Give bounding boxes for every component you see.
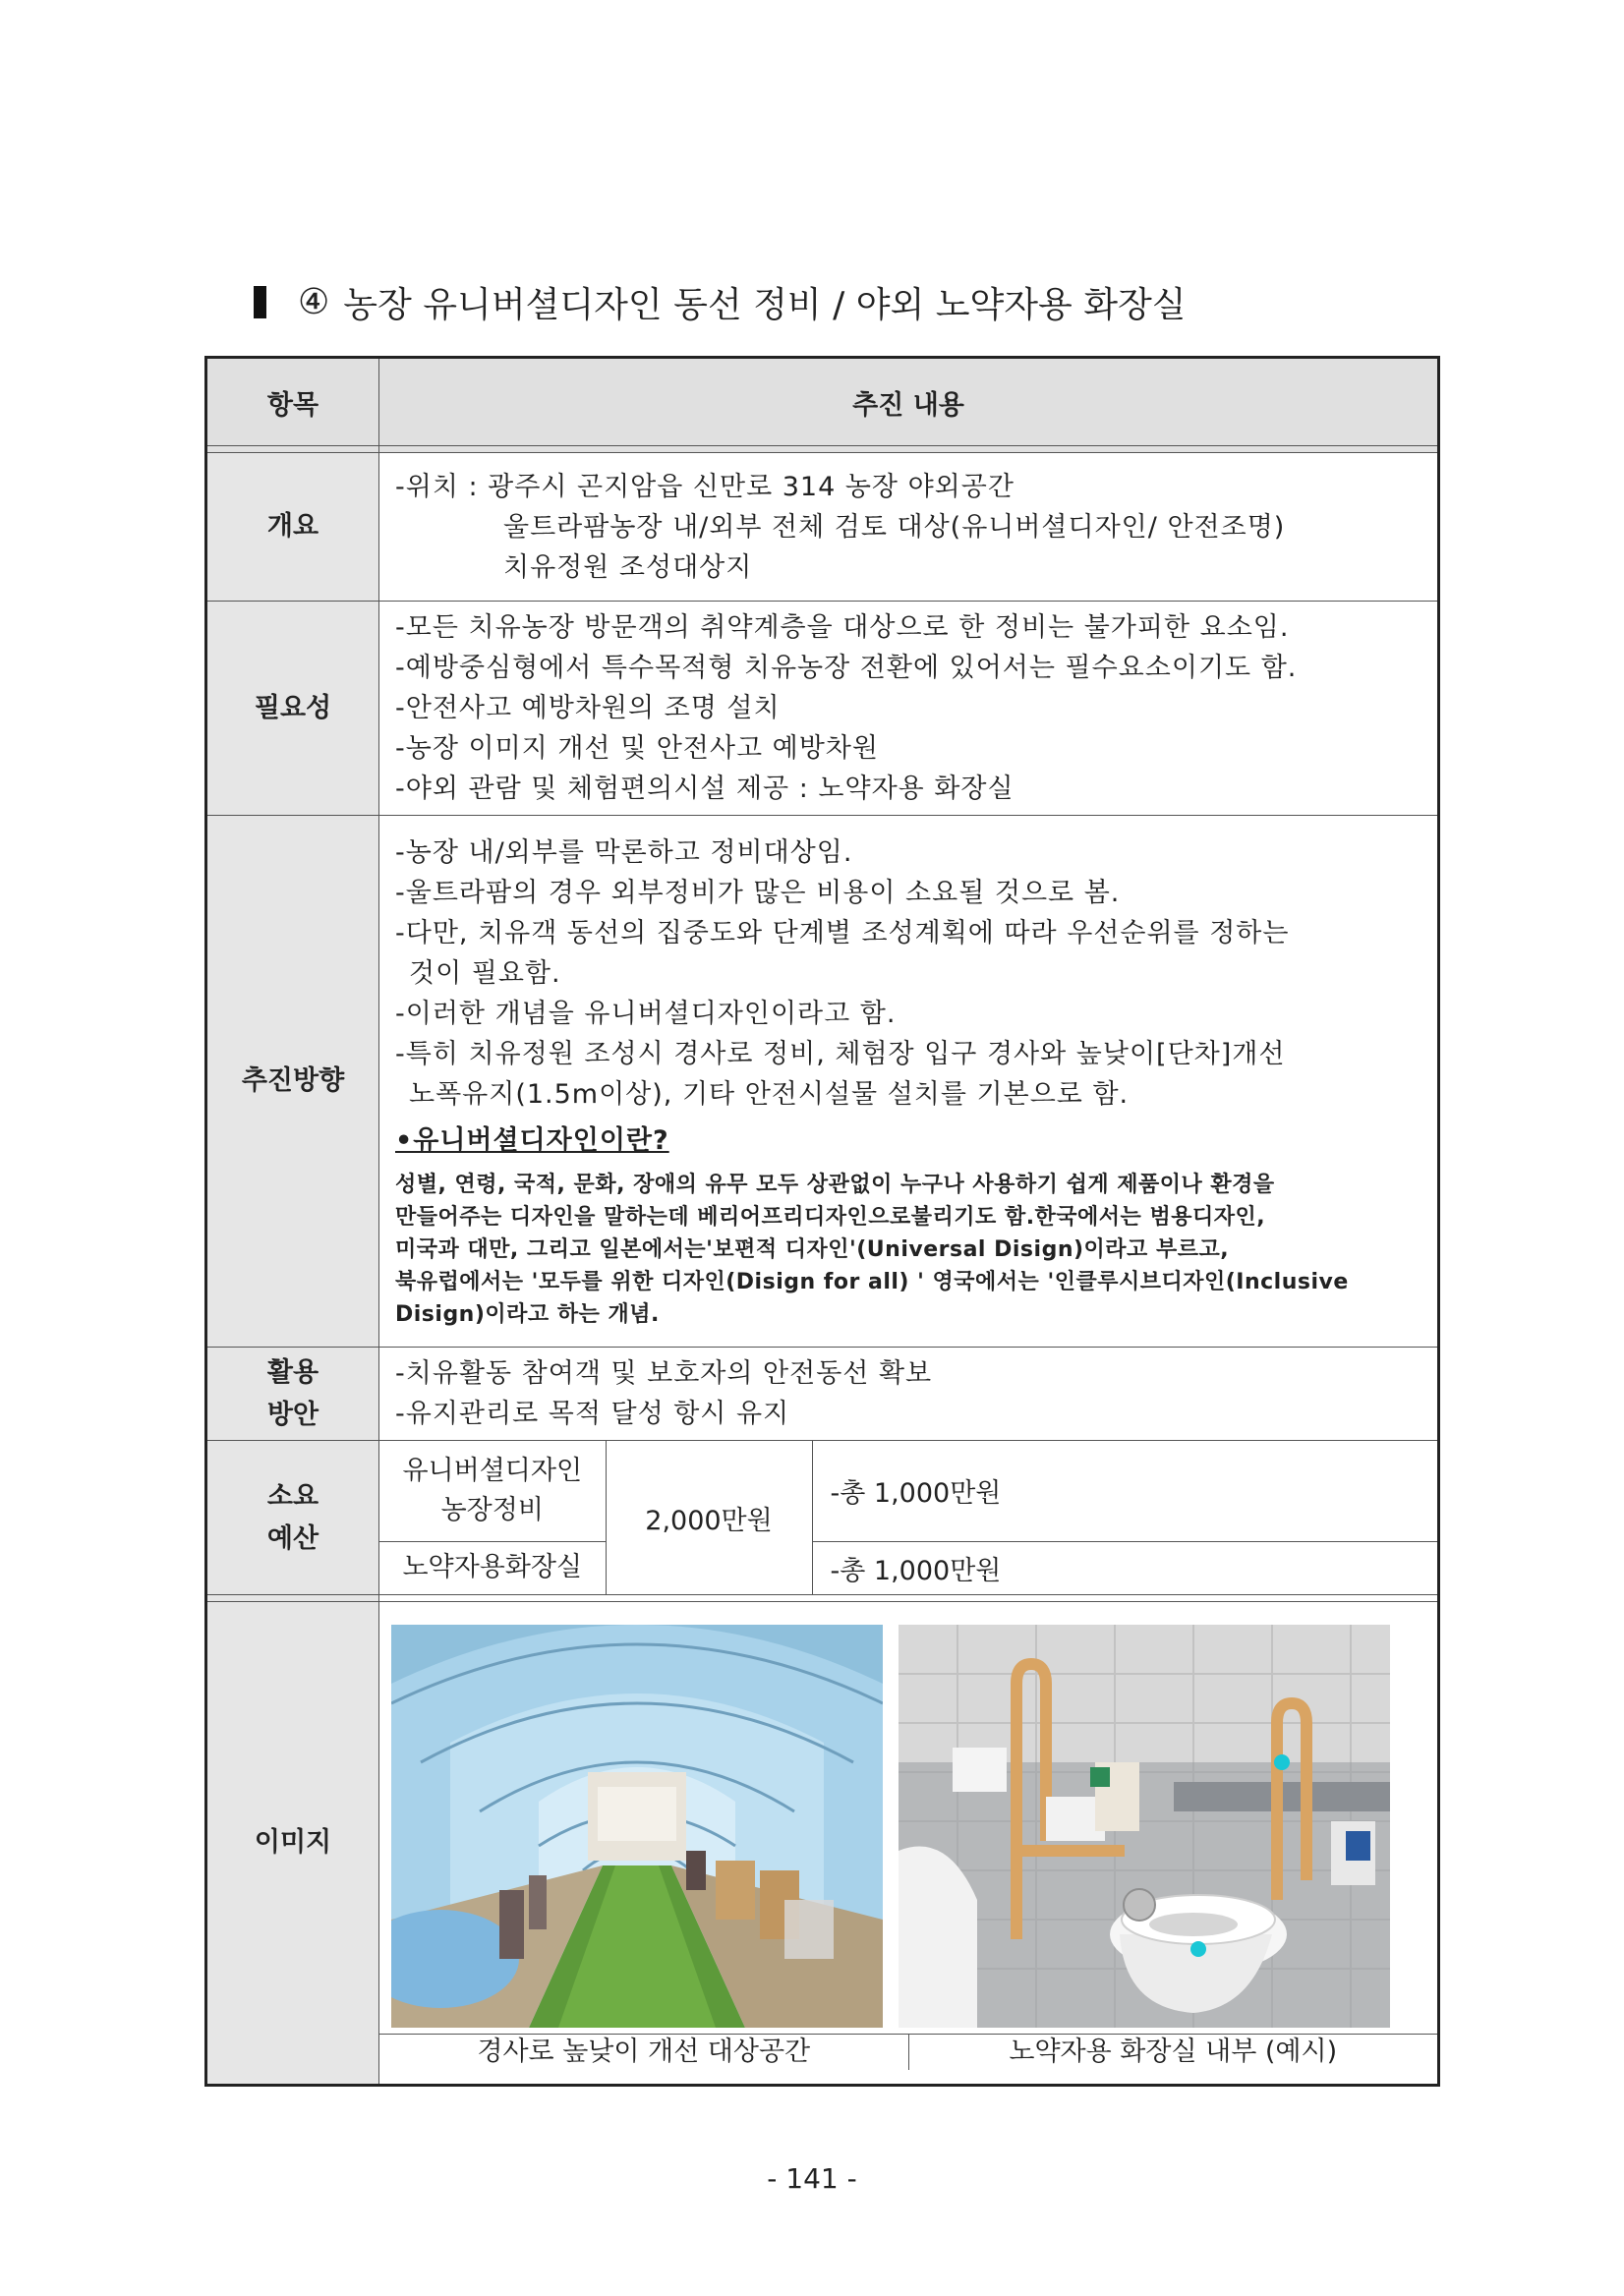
row-usage: [206, 1348, 1439, 1441]
definition-line: 미국과 대만, 그리고 일본에서는'보편적 디자인'(Universal Disign)이라고 부르고,: [395, 1236, 1230, 1262]
definition-line: 성별, 연령, 국적, 문화, 장애의 유무 모두 상관없이 누구나 사용하기 쉽게 제품이나 환경을: [395, 1172, 1275, 1197]
direction-line: 노폭유지(1.5m이상), 기타 안전시설물 설치를 기본으로 함.: [409, 1078, 1130, 1110]
row-direction: [206, 816, 1439, 1348]
row-necessity: [206, 602, 1439, 816]
budget-cell: [379, 1441, 1439, 1595]
heading-title: 농장 유니버셜디자인 동선 정비 / 야외 노약자용 화장실: [343, 285, 1187, 325]
caption-greenhouse: 경사로 높낮이 개선 대상공간: [379, 2035, 909, 2070]
photo-captions: [379, 2034, 1437, 2070]
usage-line: -유지관리로 목적 달성 항시 유지: [395, 1399, 790, 1429]
label-necessity: 필요성: [206, 602, 379, 816]
definition-title: •유니버셜디자인이란?: [395, 1124, 669, 1156]
label-usage-line: 활용: [266, 1356, 319, 1388]
plan-table: [204, 356, 1440, 2087]
direction-line: -특히 치유정원 조성시 경사로 정비, 체험장 입구 경사와 높낮이[단차]개선: [395, 1038, 1286, 1069]
definition-line: 북유럽에서는 '모두를 위한 디자인(Disign for all) ' 영국에서는 '인클루시브디자인(Inclusive: [395, 1269, 1349, 1294]
table-header-row: [206, 358, 1439, 446]
label-budget-line: 소요: [266, 1480, 319, 1512]
direction-line: 것이 필요함.: [409, 957, 561, 989]
heading-bullet: [254, 286, 266, 318]
header-content: 추진 내용: [379, 358, 1439, 446]
overview-line: -위치 : 광주시 곤지암읍 신만로 314 농장 야외공간: [395, 471, 1015, 502]
greenhouse-photo: [391, 1625, 883, 2028]
heading-circled-number: ④: [298, 282, 330, 322]
definition-body: [395, 1169, 1421, 1331]
budget-item-line: 농장정비: [440, 1494, 544, 1525]
overview-line: 치유정원 조성대상지: [503, 551, 753, 583]
budget-item-line: 유니버셜디자인: [402, 1455, 583, 1486]
section-heading: [254, 277, 1187, 327]
direction-line: -이러한 개념을 유니버셜디자인이라고 함.: [395, 998, 897, 1029]
direction-line: -울트라팜의 경우 외부정비가 많은 비용이 소요될 것으로 봄.: [395, 877, 1121, 908]
direction-line: -다만, 치유객 동선의 집중도와 단계별 조성계획에 따라 우선순위를 정하는: [395, 917, 1290, 948]
budget-item-toilet: 노약자용화장실: [379, 1541, 606, 1594]
necessity-line: -안전사고 예방차원의 조명 설치: [395, 693, 781, 723]
header-item: 항목: [206, 358, 379, 446]
label-overview: 개요: [206, 453, 379, 602]
label-usage: [206, 1348, 379, 1441]
definition-line: 만들어주는 디자인을 말하는데 베리어프리디자인으로불리기도 함.한국에서는 범용디자인,: [395, 1204, 1266, 1230]
content-necessity: [379, 602, 1439, 816]
label-usage-line: 방안: [266, 1400, 319, 1430]
necessity-line: -예방중심형에서 특수목적형 치유농장 전환에 있어서는 필수요소이기도 함.: [395, 653, 1298, 683]
row-overview: [206, 453, 1439, 602]
necessity-line: -농장 이미지 개선 및 안전사고 예방차원: [395, 733, 879, 764]
content-direction: [379, 816, 1439, 1348]
budget-note-1: -총 1,000만원: [812, 1441, 1437, 1541]
row-budget: [206, 1441, 1439, 1595]
budget-table: [379, 1441, 1437, 1594]
photo-row: [391, 1625, 1433, 2028]
label-budget: [206, 1441, 379, 1595]
budget-item-universal: [379, 1441, 606, 1541]
page-number: - 141 -: [767, 2162, 857, 2195]
label-budget-line: 예산: [266, 1523, 319, 1554]
direction-line: -농장 내/외부를 막론하고 정비대상임.: [395, 836, 853, 868]
row-images: [206, 1602, 1439, 2086]
images-cell: [379, 1602, 1439, 2086]
usage-line: -치유활동 참여객 및 보호자의 안전동선 확보: [395, 1358, 933, 1389]
content-usage: [379, 1348, 1439, 1441]
caption-toilet: 노약자용 화장실 내부 (예시): [1009, 2036, 1338, 2067]
budget-total-amount: 2,000만원: [606, 1441, 812, 1594]
definition-line: Disign)이라고 하는 개념.: [395, 1301, 660, 1327]
accessible-toilet-photo: [899, 1625, 1390, 2028]
content-overview: [379, 453, 1439, 602]
necessity-line: -모든 치유농장 방문객의 취약계층을 대상으로 한 정비는 불가피한 요소임.: [395, 612, 1290, 643]
necessity-line: -야외 관람 및 체험편의시설 제공 : 노약자용 화장실: [395, 774, 1015, 804]
label-direction: 추진방향: [206, 816, 379, 1348]
overview-line: 울트라팜농장 내/외부 전체 검토 대상(유니버셜디자인/ 안전조명): [503, 511, 1286, 543]
label-images: 이미지: [206, 1602, 379, 2086]
budget-note-2: -총 1,000만원: [812, 1541, 1437, 1594]
